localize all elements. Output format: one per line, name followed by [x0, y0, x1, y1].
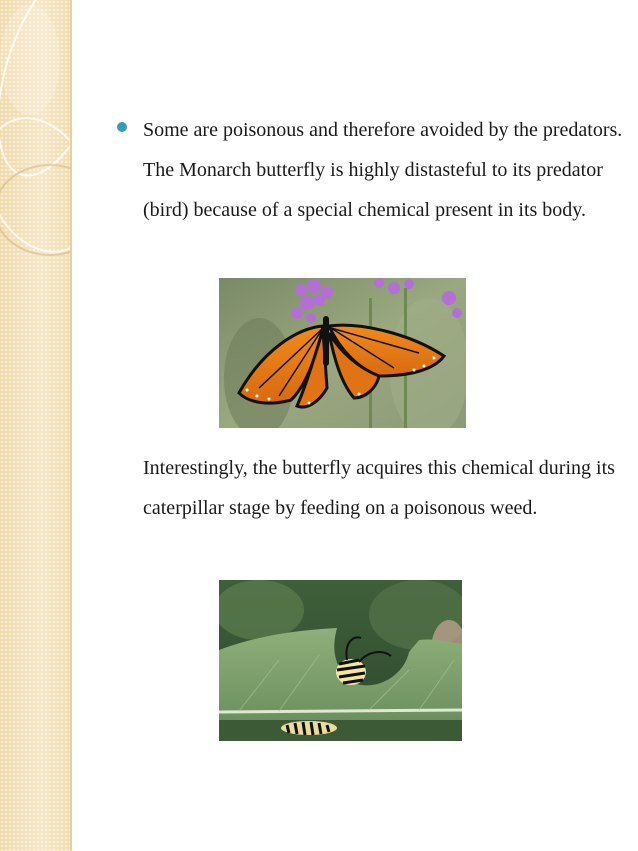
bullet-text: Some are poisonous and therefore avoided by the predators. The Monarch butterfly is highly distasteful to its predator (bird) because of a special chemical present in its body.: [143, 119, 623, 221]
decorative-sidebar: [0, 0, 72, 851]
caterpillar-paragraph: Interestingly, the butterfly acquires this chemical during its caterpillar stage by feeding on a poisonous weed.: [143, 457, 615, 519]
sidebar-swirl-ornament: [0, 0, 70, 851]
caterpillar-photo: [219, 580, 462, 741]
bullet-dot: [117, 122, 127, 132]
monarch-butterfly-photo: [219, 278, 466, 428]
